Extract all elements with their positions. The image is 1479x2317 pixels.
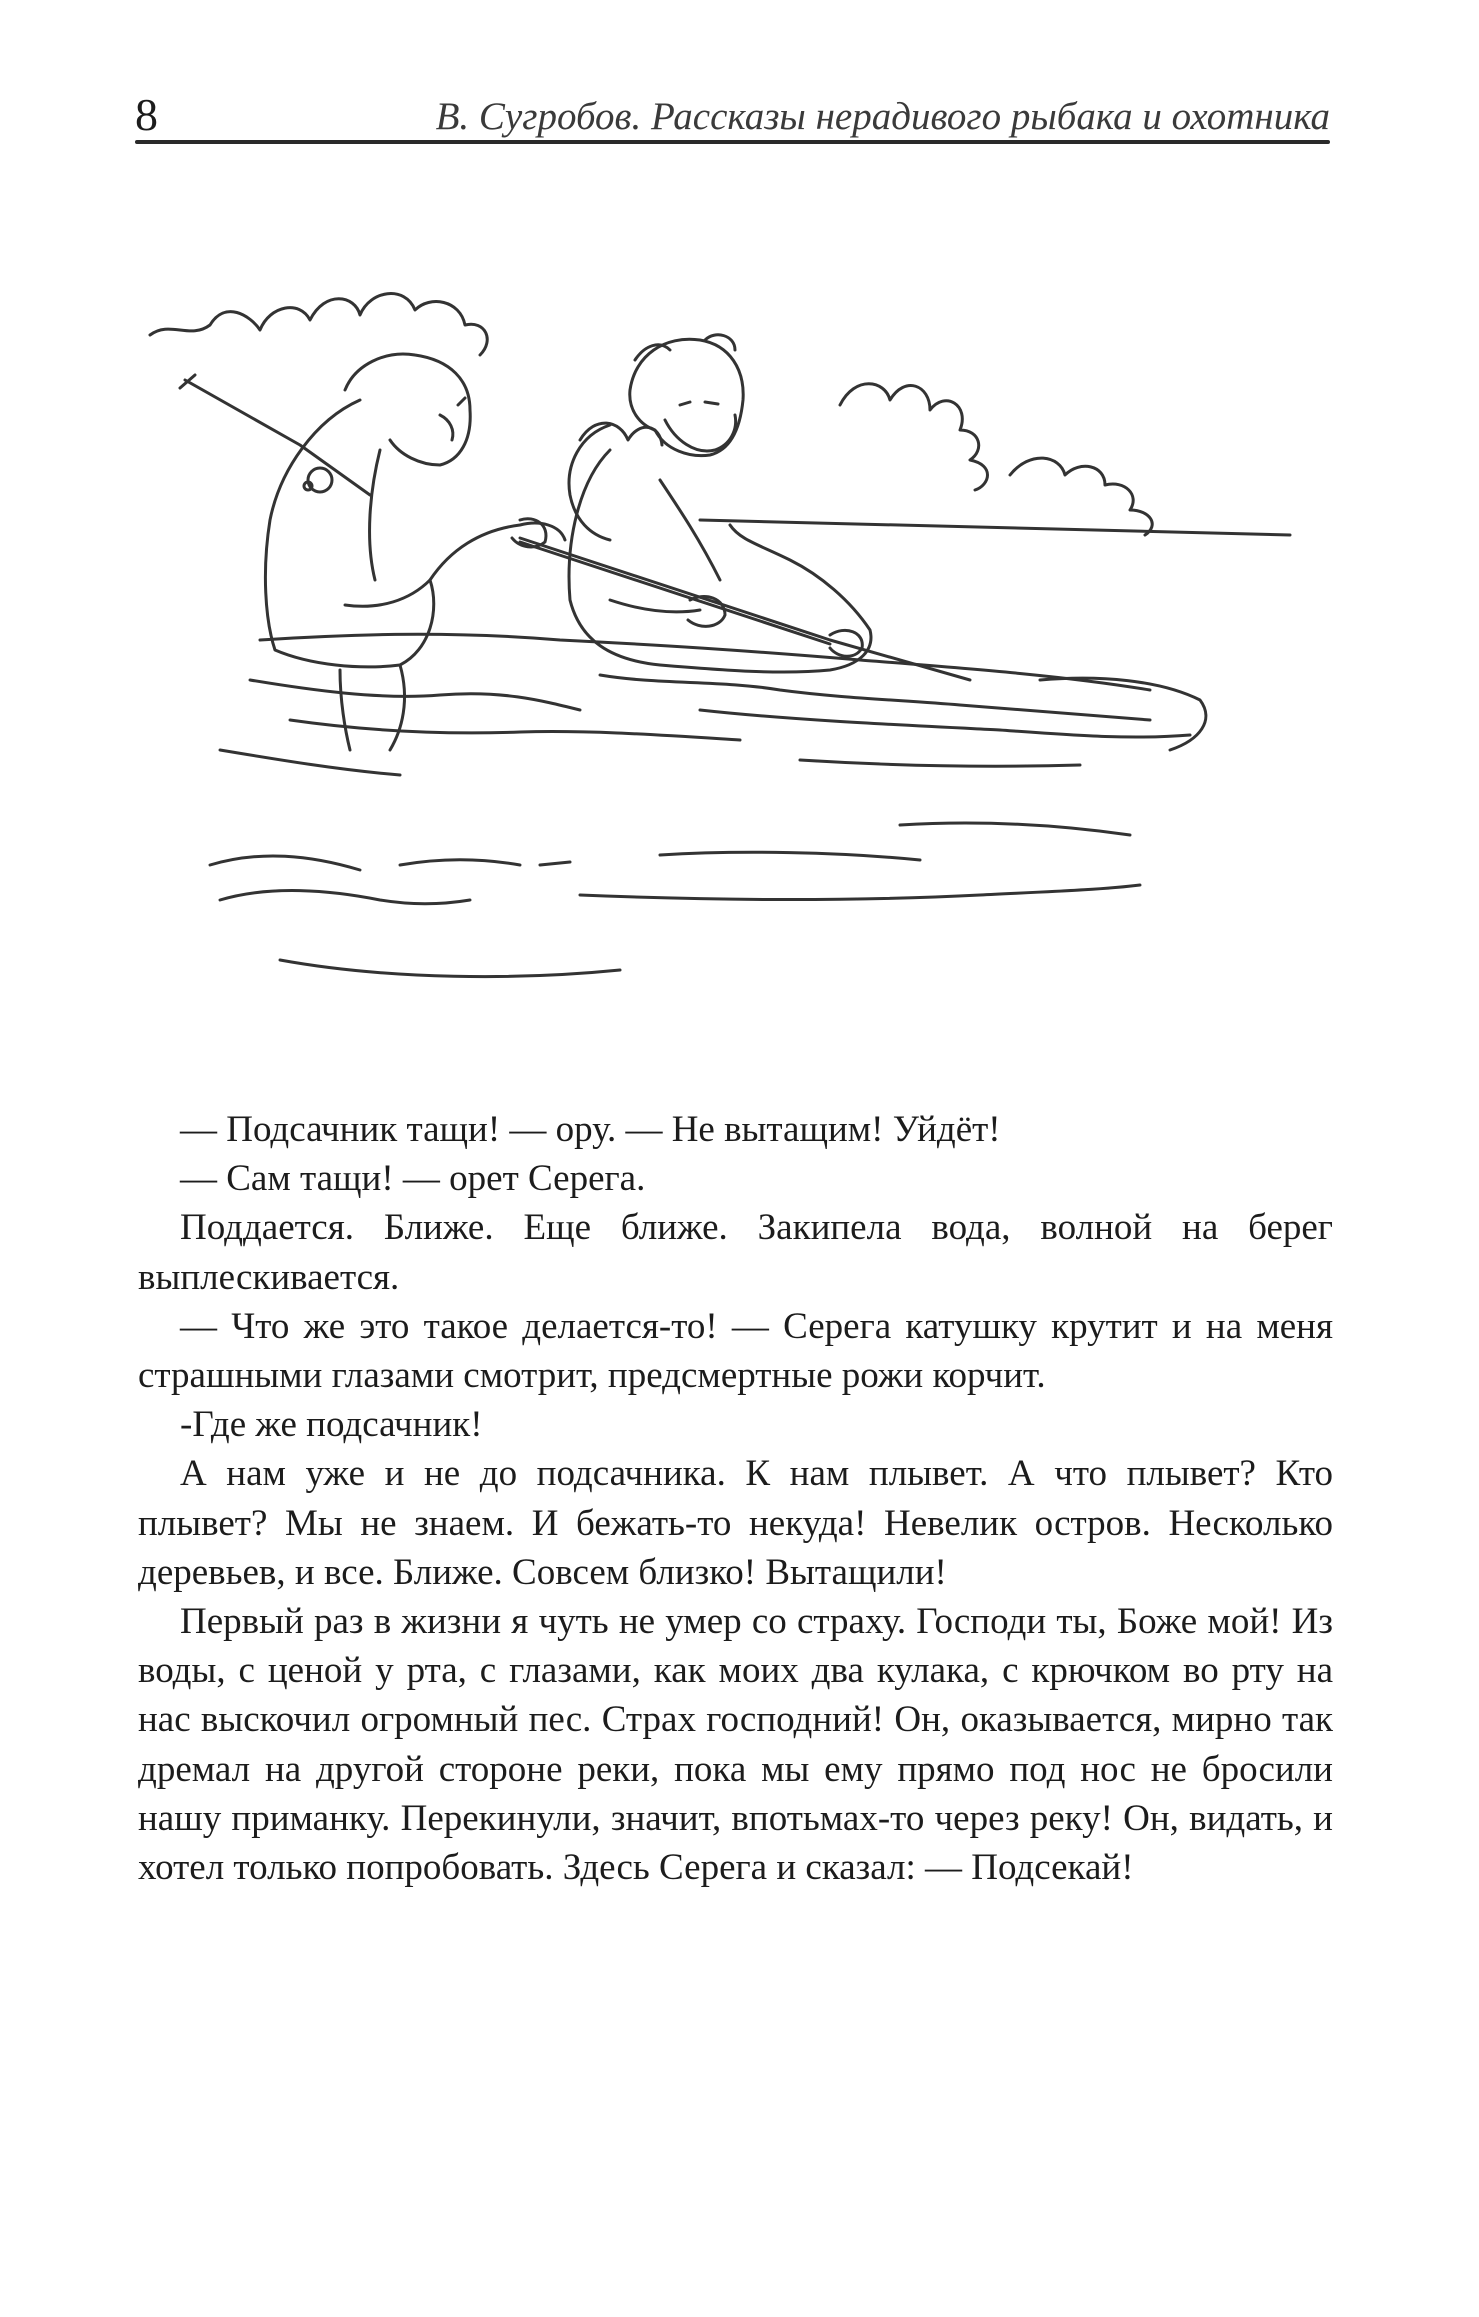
fishermen-illustration	[140, 280, 1340, 1050]
paragraph-3: Поддается. Ближе. Еще ближе. Закипела вода, волной на берег выплескивается.	[138, 1207, 1333, 1298]
paragraph-5: -Где же подсачник!	[180, 1404, 483, 1446]
water-line-15	[900, 823, 1130, 835]
paragraph-2: — Сам тащи! — орет Серега.	[180, 1158, 646, 1200]
water-line-7	[220, 750, 400, 775]
treeline-far-right	[1010, 458, 1152, 535]
water-line-13	[580, 885, 1140, 900]
water-line-2	[250, 680, 580, 710]
water-line-9	[210, 856, 360, 870]
paragraph-6: А нам уже и не до подсачника. К нам плывет. А что плывет? Кто плывет? Мы не знаем. И бежать-то некуда! Невелик остров. Несколько деревьев, и все. Ближе. Совсем близко! Вытащили!	[138, 1453, 1333, 1593]
fishing-rod	[520, 538, 970, 680]
water-line-12	[660, 852, 920, 860]
paragraph-4: — Что же это такое делается-то! — Серега катушку крутит и на меня страшными глазами смотрит, предсмертные рожи корчит.	[138, 1305, 1333, 1397]
water-line-5	[700, 710, 1190, 737]
man-head	[630, 339, 743, 455]
boy-body	[265, 400, 565, 667]
page-header	[135, 80, 1330, 140]
horizon-line	[700, 520, 1290, 535]
treeline-right	[840, 384, 988, 490]
water-line-1	[260, 634, 1150, 690]
shoulder-rod	[185, 380, 370, 495]
paragraph-7: Первый раз в жизни я чуть не умер со страху. Господи ты, Боже мой! Из воды, с ценой у рта, с глазами, как моих два кулака, с крючком во рту на нас выскочил огромный пес. Страх господний! Он, оказывается, мирно так дремал на другой стороне реки, пока мы ему прямо под нос не бросили нашу приманку. Перекинули, значит, впотьмах-то через реку! Он, видать, и хотел только попробовать. Здесь Серега и сказал: — Подсекай!	[138, 1601, 1333, 1889]
paragraph-1: — Подсачник тащи! — ору. — Не вытащим! Уйдёт!	[180, 1109, 1001, 1150]
water-line-4	[290, 720, 740, 740]
water-line-11	[400, 860, 570, 865]
water-line-10	[220, 891, 470, 904]
page-number: 8	[135, 89, 159, 140]
man-beard	[665, 415, 736, 451]
running-title: В. Сугробов. Рассказы нерадивого рыбака и охотника	[435, 95, 1330, 138]
treeline-left	[150, 294, 487, 355]
water-line-3	[600, 675, 1150, 720]
header-rule	[135, 140, 1330, 144]
water-line-14	[280, 960, 620, 977]
water-line-8	[800, 760, 1080, 766]
boy-head	[345, 354, 470, 465]
story-text	[138, 1105, 1333, 1892]
